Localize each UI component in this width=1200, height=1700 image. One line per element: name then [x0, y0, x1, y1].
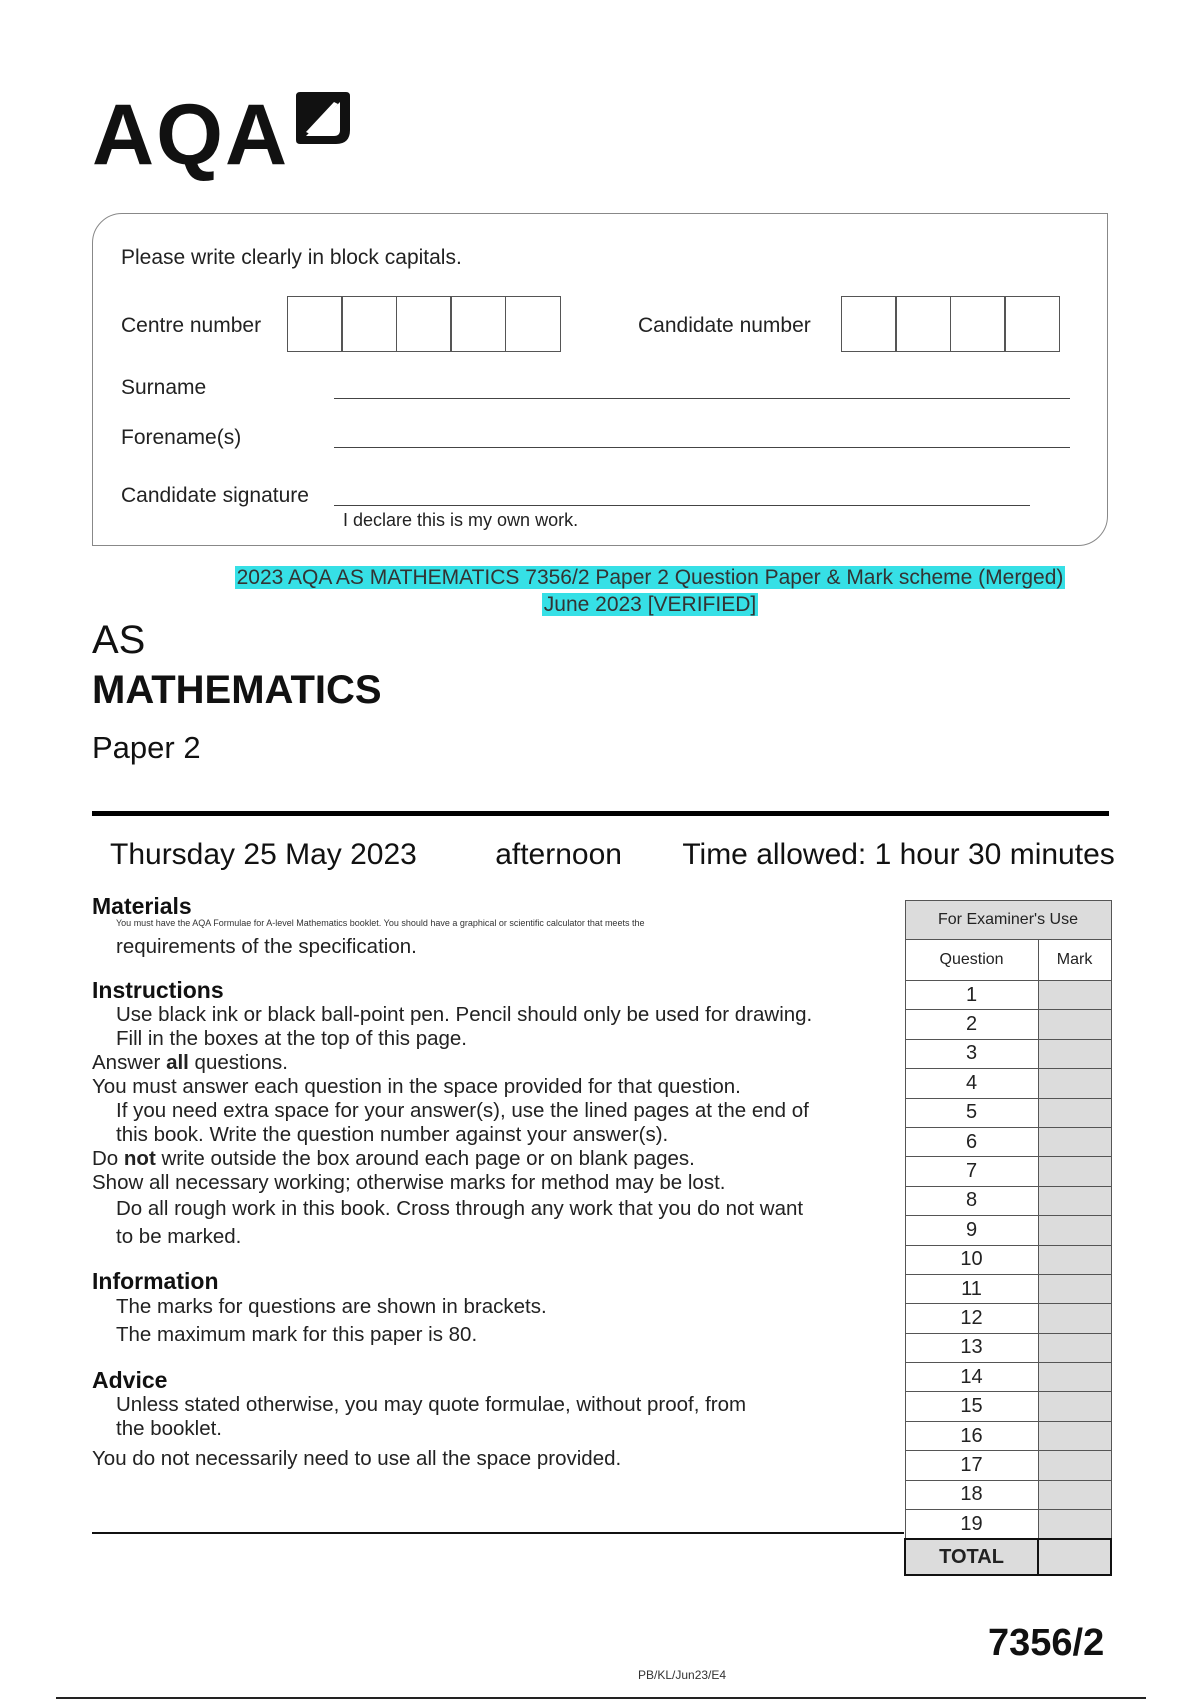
mark-cell — [1038, 1304, 1111, 1333]
question-number: 16 — [905, 1421, 1038, 1450]
mark-cell — [1038, 1274, 1111, 1303]
surname-line[interactable] — [334, 398, 1070, 399]
question-number: 9 — [905, 1216, 1038, 1245]
examiner-row — [905, 1363, 1111, 1392]
mark-cell — [1038, 1039, 1111, 1068]
question-column-header: Question — [905, 940, 1038, 981]
examiner-row — [905, 1451, 1111, 1480]
signature-line[interactable] — [334, 505, 1030, 506]
question-number: 11 — [905, 1274, 1038, 1303]
exam-details — [110, 838, 1115, 872]
title-banner — [120, 564, 1180, 618]
instruction-line: Use black ink or black ball-point pen. Pencil should only be used for drawing. — [116, 1003, 813, 1026]
mark-cell — [1038, 1216, 1111, 1245]
examiner-row — [905, 1274, 1111, 1303]
instruction-line: Fill in the boxes at the top of this page. — [116, 1027, 467, 1050]
instruction-line: Answer all questions. — [92, 1051, 289, 1074]
instruction-line: Do all rough work in this book. Cross through any work that you do not want — [116, 1197, 804, 1220]
advice-heading: Advice — [92, 1367, 168, 1393]
divider-rule — [92, 811, 1109, 816]
section-divider — [92, 1532, 904, 1534]
paper-number: Paper 2 — [92, 730, 201, 765]
candidate-number-cell[interactable] — [841, 296, 897, 352]
question-number: 15 — [905, 1392, 1038, 1421]
information-heading: Information — [92, 1268, 219, 1294]
examiner-row — [905, 1127, 1111, 1156]
materials-heading: Materials — [92, 893, 192, 919]
exam-time: Time allowed: 1 hour 30 minutes — [682, 838, 1115, 871]
question-number: 7 — [905, 1157, 1038, 1186]
examiner-row — [905, 1304, 1111, 1333]
examiner-row — [905, 1098, 1111, 1127]
information-line: The maximum mark for this paper is 80. — [116, 1323, 478, 1346]
question-number: 14 — [905, 1363, 1038, 1392]
surname-label: Surname — [121, 376, 207, 399]
question-number: 6 — [905, 1127, 1038, 1156]
mark-cell — [1038, 1363, 1111, 1392]
total-mark-cell — [1038, 1539, 1111, 1575]
block-capitals-instruction: Please write clearly in block capitals. — [121, 246, 462, 269]
mark-cell — [1038, 1127, 1111, 1156]
examiner-row — [905, 1216, 1111, 1245]
mark-cell — [1038, 1186, 1111, 1215]
mark-cell — [1038, 1392, 1111, 1421]
centre-number-label: Centre number — [121, 314, 262, 337]
mark-cell — [1038, 1421, 1111, 1450]
examiner-table-title: For Examiner's Use — [905, 901, 1111, 940]
question-number: 18 — [905, 1480, 1038, 1509]
mark-cell — [1038, 1333, 1111, 1362]
candidate-number-label: Candidate number — [638, 314, 811, 337]
instruction-line: Show all necessary working; otherwise marks for method may be lost. — [92, 1171, 726, 1194]
question-number: 17 — [905, 1451, 1038, 1480]
forenames-line[interactable] — [334, 447, 1070, 448]
examiner-row — [905, 981, 1111, 1010]
candidate-number-boxes[interactable] — [842, 296, 1060, 352]
instruction-line: You must answer each question in the space provided for that question. — [92, 1075, 741, 1098]
advice-line: the booklet. — [116, 1417, 222, 1440]
centre-number-boxes[interactable] — [288, 296, 561, 352]
candidate-number-cell[interactable] — [1004, 296, 1060, 352]
centre-number-cell[interactable] — [505, 296, 561, 352]
examiner-row — [905, 1157, 1111, 1186]
subject-name: MATHEMATICS — [92, 668, 382, 712]
instruction-line: to be marked. — [116, 1225, 242, 1248]
forenames-label: Forename(s) — [121, 426, 242, 449]
subject-level: AS — [92, 618, 146, 662]
examiner-row — [905, 1186, 1111, 1215]
candidate-number-cell[interactable] — [895, 296, 951, 352]
centre-number-cell[interactable] — [396, 296, 452, 352]
examiner-use-table — [904, 900, 1112, 1576]
question-number: 10 — [905, 1245, 1038, 1274]
examiner-row — [905, 1069, 1111, 1098]
materials-text: requirements of the specification. — [116, 935, 417, 958]
aqa-mark-icon — [294, 90, 352, 148]
question-number: 5 — [905, 1098, 1038, 1127]
examiner-row — [905, 1245, 1111, 1274]
centre-number-cell[interactable] — [450, 296, 506, 352]
banner-line-2: June 2023 [VERIFIED] — [543, 593, 757, 616]
question-number: 1 — [905, 981, 1038, 1010]
centre-number-cell[interactable] — [287, 296, 343, 352]
total-row — [905, 1539, 1111, 1575]
aqa-logo-text: AQA — [92, 87, 290, 183]
examiner-row — [905, 1510, 1111, 1540]
paper-code: 7356/2 — [988, 1622, 1105, 1664]
examiner-row — [905, 1392, 1111, 1421]
examiner-row — [905, 1421, 1111, 1450]
examiner-row — [905, 1333, 1111, 1362]
instruction-line: this book. Write the question number against your answer(s). — [116, 1123, 669, 1146]
paper-reference: PB/KL/Jun23/E4 — [638, 1668, 727, 1682]
mark-cell — [1038, 981, 1111, 1010]
candidate-number-cell[interactable] — [950, 296, 1006, 352]
question-number: 2 — [905, 1010, 1038, 1039]
mark-cell — [1038, 1510, 1111, 1540]
advice-line: Unless stated otherwise, you may quote formulae, without proof, from — [116, 1393, 747, 1416]
declaration-text: I declare this is my own work. — [343, 510, 579, 530]
instructions-heading: Instructions — [92, 977, 224, 1003]
exam-session: afternoon — [495, 838, 622, 871]
question-number: 3 — [905, 1039, 1038, 1068]
centre-number-cell[interactable] — [341, 296, 397, 352]
mark-cell — [1038, 1098, 1111, 1127]
question-number: 12 — [905, 1304, 1038, 1333]
mark-cell — [1038, 1245, 1111, 1274]
signature-label: Candidate signature — [121, 484, 309, 507]
instruction-line: If you need extra space for your answer(s), use the lined pages at the end of — [116, 1099, 809, 1122]
question-number: 8 — [905, 1186, 1038, 1215]
examiner-row — [905, 1039, 1111, 1068]
advice-line: You do not necessarily need to use all the space provided. — [92, 1447, 622, 1470]
examiner-row — [905, 1010, 1111, 1039]
mark-cell — [1038, 1069, 1111, 1098]
question-number: 19 — [905, 1510, 1038, 1540]
materials-small-text: You must have the AQA Formulae for A-level Mathematics booklet. You should have a graphical or scientific calculator that meets the — [116, 918, 645, 928]
footer-rule — [56, 1697, 1146, 1699]
information-line: The marks for questions are shown in brackets. — [116, 1295, 547, 1318]
mark-cell — [1038, 1451, 1111, 1480]
mark-cell — [1038, 1157, 1111, 1186]
question-number: 13 — [905, 1333, 1038, 1362]
examiner-row — [905, 1480, 1111, 1509]
question-number: 4 — [905, 1069, 1038, 1098]
exam-date: Thursday 25 May 2023 — [110, 838, 417, 871]
mark-cell — [1038, 1010, 1111, 1039]
banner-line-1: 2023 AQA AS MATHEMATICS 7356/2 Paper 2 Question Paper & Mark scheme (Merged) — [236, 566, 1064, 589]
total-label: TOTAL — [905, 1539, 1038, 1575]
mark-cell — [1038, 1480, 1111, 1509]
instruction-line: Do not write outside the box around each page or on blank pages. — [92, 1147, 695, 1170]
mark-column-header: Mark — [1038, 940, 1111, 981]
